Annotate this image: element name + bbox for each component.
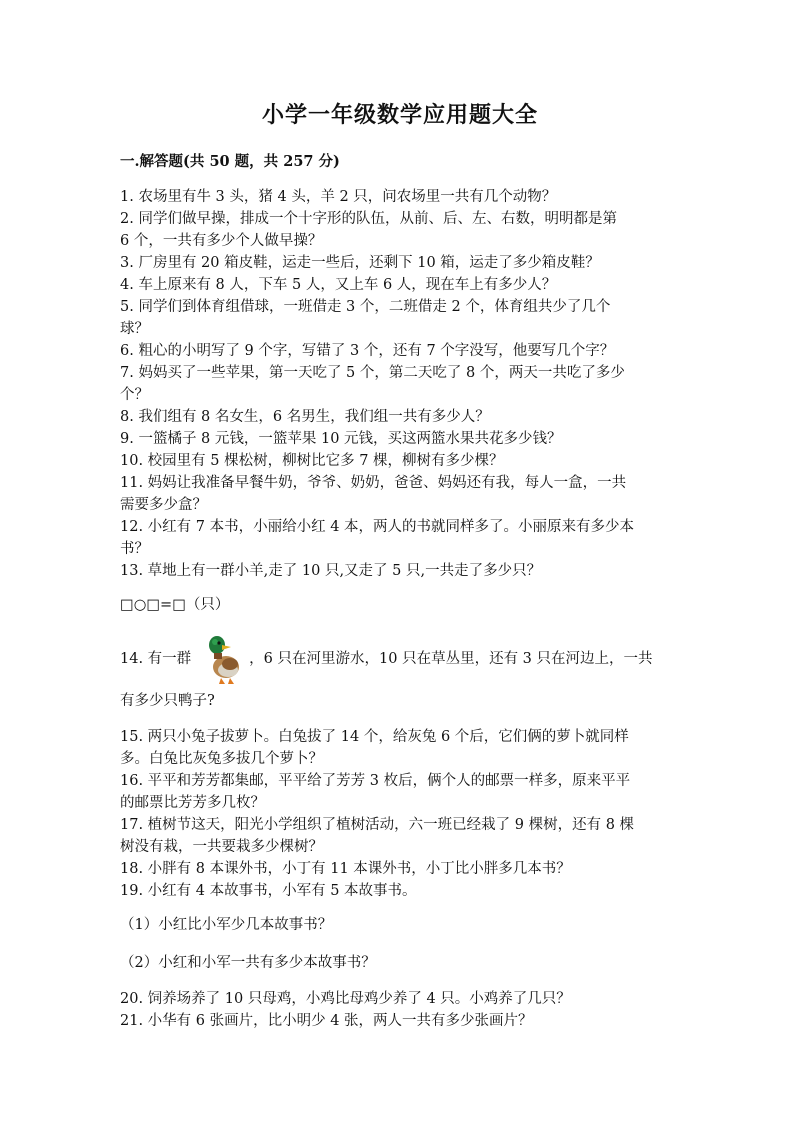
question-line: 15. 两只小兔子拔萝卜。白兔拔了 14 个，给灰兔 6 个后，它们俩的萝卜就同样 bbox=[120, 729, 629, 745]
question-line: 8. 我们组有 8 名女生，6 名男生，我们组一共有多少人？ bbox=[120, 409, 490, 425]
question-line: 10. 校园里有 5 棵松树，柳树比它多 7 棵，柳树有多少棵？ bbox=[120, 453, 504, 469]
sub-question: （2）小红和小军一共有多少本故事书？ bbox=[120, 955, 376, 971]
question-list bbox=[120, 186, 685, 1032]
question-line: 21. 小华有 6 张画片，比小明少 4 张，两人一共有多少张画片？ bbox=[120, 1013, 533, 1029]
question-line: 多。白兔比灰兔多拔几个萝卜？ bbox=[120, 751, 323, 767]
question-line: 19. 小红有 4 本故事书，小军有 5 本故事书。 bbox=[120, 883, 417, 899]
question-line: 1. 农场里有牛 3 头，猪 4 头，羊 2 只，问农场里一共有几个动物？ bbox=[120, 189, 557, 205]
question-14 bbox=[120, 630, 685, 688]
question-line: 12. 小红有 7 本书，小丽给小红 4 本，两人的书就同样多了。小丽原来有多少本 bbox=[120, 519, 635, 535]
question-14-before: 14. 有一群 bbox=[120, 651, 192, 667]
question-line: 3. 厂房里有 20 箱皮鞋，运走一些后，还剩下 10 箱，运走了多少箱皮鞋？ bbox=[120, 255, 600, 271]
question-line: 个？ bbox=[120, 387, 149, 403]
answer-formula: □○□=□（只） bbox=[120, 597, 230, 613]
question-line: 有多少只鸭子? bbox=[120, 693, 215, 709]
question-line: 16. 平平和芳芳都集邮，平平给了芳芳 3 枚后，俩个人的邮票一样多，原来平平 bbox=[120, 773, 631, 789]
question-14-after: ，6 只在河里游水，10 只在草丛里，还有 3 只在河边上，一共 bbox=[249, 651, 653, 667]
question-line: 球？ bbox=[120, 321, 149, 337]
question-line: 11. 妈妈让我准备早餐牛奶，爷爷、奶奶，爸爸、妈妈还有我，每人一盒，一共 bbox=[120, 475, 627, 491]
question-line: 树没有栽，一共要栽多少棵树？ bbox=[120, 839, 323, 855]
question-line: 6. 粗心的小明写了 9 个字，写错了 3 个，还有 7 个字没写，他要写几个字？ bbox=[120, 343, 615, 359]
question-line: 17. 植树节这天，阳光小学组织了植树活动，六一班已经栽了 9 棵树，还有 8 棵 bbox=[120, 817, 635, 833]
question-line: 需要多少盒？ bbox=[120, 497, 207, 513]
question-line: 的邮票比芳芳多几枚？ bbox=[120, 795, 265, 811]
section-heading: 一.解答题(共 50 题，共 257 分) bbox=[120, 153, 340, 170]
question-line: 2. 同学们做早操，排成一个十字形的队伍，从前、后、左、右数，明明都是第 bbox=[120, 211, 617, 227]
question-line: 20. 饲养场养了 10 只母鸡，小鸡比母鸡少养了 4 只。小鸡养了几只？ bbox=[120, 991, 571, 1007]
question-line: 13. 草地上有一群小羊,走了 10 只,又走了 5 只,一共走了多少只？ bbox=[120, 563, 542, 579]
sub-question: （1）小红比小军少几本故事书？ bbox=[120, 917, 333, 933]
question-line: 9. 一篮橘子 8 元钱，一篮苹果 10 元钱，买这两篮水果共花多少钱？ bbox=[120, 431, 562, 447]
question-line: 书？ bbox=[120, 541, 149, 557]
duck-icon bbox=[203, 631, 243, 687]
question-line: 18. 小胖有 8 本课外书，小丁有 11 本课外书，小丁比小胖多几本书？ bbox=[120, 861, 571, 877]
page-title: 小学一年级数学应用题大全 bbox=[261, 102, 538, 128]
question-line: 5. 同学们到体育组借球，一班借走 3 个，二班借走 2 个，体育组共少了几个 bbox=[120, 299, 611, 315]
question-line: 7. 妈妈买了一些苹果，第一天吃了 5 个，第二天吃了 8 个，两天一共吃了多少 bbox=[120, 365, 625, 381]
question-line: 6 个，一共有多少个人做早操？ bbox=[120, 233, 323, 249]
question-line: 4. 车上原来有 8 人，下车 5 人，又上车 6 人，现在车上有多少人？ bbox=[120, 277, 557, 293]
